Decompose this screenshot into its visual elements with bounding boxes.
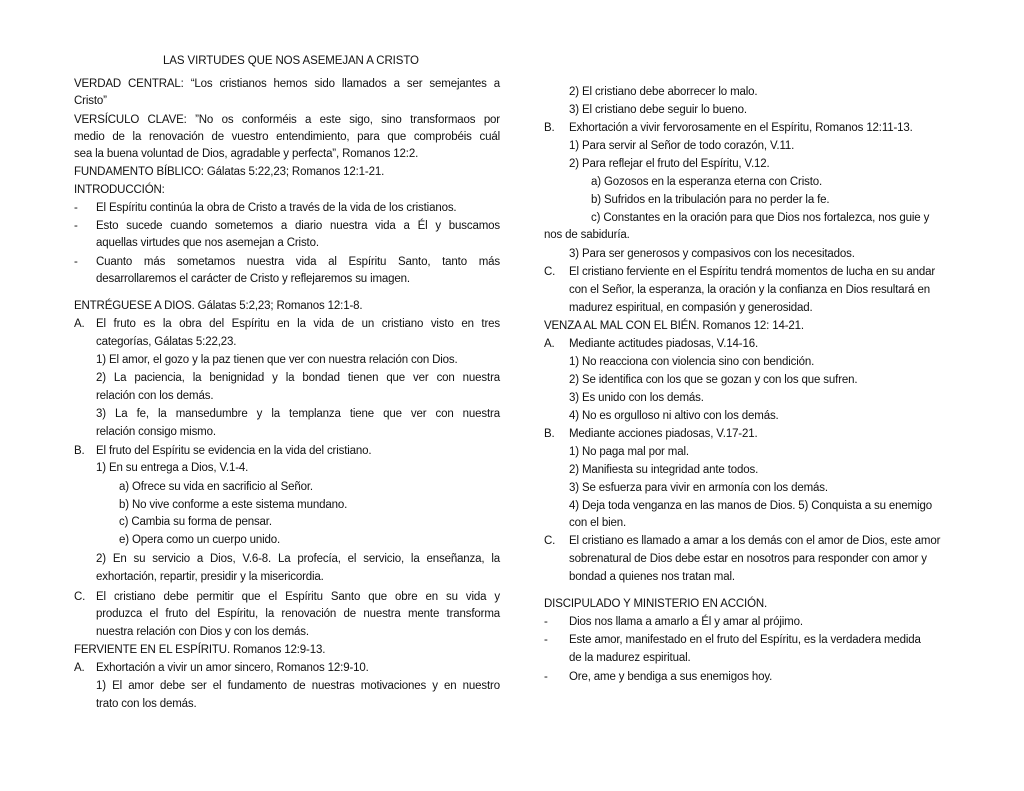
text-line: 2) Para reflejar el fruto del Espíritu, V.12.	[569, 158, 770, 170]
text-line: b) No vive conforme a este sistema mundano.	[119, 499, 348, 511]
text-line: 2) La paciencia, la benignidad y la bondad tienen que ver con nuestra	[96, 372, 500, 384]
text-line: categorías, Gálatas 5:22,23.	[96, 336, 237, 348]
list-marker: B.	[74, 445, 85, 457]
text-line: El cristiano debe permitir que el Espíritu Santo que obre en su vida y	[96, 591, 500, 603]
text-line: Cuanto más sometamos nuestra vida al Espíritu Santo, tanto más	[96, 256, 500, 268]
list-marker: -	[544, 616, 548, 628]
text-line: Mediante actitudes piadosas, V.14-16.	[569, 338, 759, 350]
text-line: Esto sucede cuando sometemos a diario nuestra vida a Él y buscamos	[96, 220, 500, 232]
text-line: Exhortación a vivir un amor sincero, Romanos 12:9-10.	[96, 662, 369, 674]
text-line: desarrollaremos el carácter de Cristo y reflejaremos su imagen.	[96, 273, 410, 285]
text-line: b) Sufridos en la tribulación para no perder la fe.	[591, 194, 830, 206]
text-line: relación con los demás.	[96, 390, 214, 402]
text-line: nos de sabiduría.	[544, 229, 630, 241]
text-line: ENTRÉGUESE A DIOS. Gálatas 5:2,23; Romanos 12:1-8.	[74, 300, 363, 312]
text-line: 3) Es unido con los demás.	[569, 392, 704, 404]
list-marker: -	[74, 202, 78, 214]
text-line: Exhortación a vivir fervorosamente en el Espíritu, Romanos 12:11-13.	[569, 122, 913, 134]
text-line: sea la buena voluntad de Dios, agradable y perfecta”, Romanos 12:2.	[74, 148, 419, 160]
text-line: e) Opera como un cuerpo unido.	[119, 534, 281, 546]
list-marker: -	[544, 671, 548, 683]
text-line: Dios nos llama a amarlo a Él y amar al prójimo.	[569, 616, 803, 628]
text-line: con el Señor, la esperanza, la oración y la confianza en Dios resultará en	[569, 284, 930, 296]
list-marker: A.	[74, 662, 85, 674]
list-marker: C.	[74, 591, 86, 603]
text-line: 3) Para ser generosos y compasivos con los necesitados.	[569, 248, 855, 260]
text-line: aquellas virtudes que nos asemejan a Cristo.	[96, 237, 319, 249]
text-line: El fruto del Espíritu se evidencia en la vida del cristiano.	[96, 445, 372, 457]
text-line: El cristiano ferviente en el Espíritu tendrá momentos de lucha en su andar	[569, 266, 936, 278]
text-line: 2) Manifiesta su integridad ante todos.	[569, 464, 759, 476]
text-line: Este amor, manifestado en el fruto del Espíritu, es la verdadera medida	[569, 634, 921, 646]
text-line: 1) El amor, el gozo y la paz tienen que ver con nuestra relación con Dios.	[96, 354, 458, 366]
list-marker: -	[544, 634, 548, 646]
text-line: FERVIENTE EN EL ESPÍRITU. Romanos 12:9-13.	[74, 644, 326, 656]
text-line: VERSÍCULO CLAVE: ”No os conforméis a este sigo, sino transformaos por	[74, 114, 500, 126]
list-marker: C.	[544, 266, 556, 278]
list-marker: A.	[544, 338, 555, 350]
text-line: a) Gozosos en la esperanza eterna con Cristo.	[591, 176, 823, 188]
text-line: El fruto es la obra del Espíritu en la vida de un cristiano visto en tres	[96, 318, 500, 330]
text-line: El cristiano es llamado a amar a los demás con el amor de Dios, este amor	[569, 535, 941, 547]
text-line: 4) No es orgulloso ni altivo con los demás.	[569, 410, 779, 422]
text-line: 3) La fe, la mansedumbre y la templanza tiene que ver con nuestra	[96, 408, 500, 420]
text-line: 1) El amor debe ser el fundamento de nuestras motivaciones y en nuestro	[96, 680, 500, 692]
text-line: a) Ofrece su vida en sacrificio al Señor.	[119, 481, 313, 493]
text-line: c) Constantes en la oración para que Dios nos fortalezca, nos guie y	[591, 212, 930, 224]
text-line: 2) Se identifica con los que se gozan y con los que sufren.	[569, 374, 858, 386]
text-line: Ore, ame y bendiga a sus enemigos hoy.	[569, 671, 773, 683]
text-line: produzca el fruto del Espíritu, la renovación de nuestra mente transforma	[96, 608, 500, 620]
text-line: VENZA AL MAL CON EL BIÉN. Romanos 12: 14-21.	[544, 320, 804, 332]
list-marker: A.	[74, 318, 85, 330]
text-line: con el bien.	[569, 517, 627, 529]
text-line: 1) No paga mal por mal.	[569, 446, 689, 458]
text-line: relación consigo mismo.	[96, 426, 216, 438]
text-line: 3) Se esfuerza para vivir en armonía con los demás.	[569, 482, 828, 494]
text-line: FUNDAMENTO BÍBLICO: Gálatas 5:22,23; Romanos 12:1-21.	[74, 166, 385, 178]
text-line: madurez espiritual, en compasión y generosidad.	[569, 302, 813, 314]
text-line: VERDAD CENTRAL: “Los cristianos hemos sido llamados a ser semejantes a	[74, 78, 500, 90]
text-line: c) Cambia su forma de pensar.	[119, 516, 272, 528]
text-line: 2) El cristiano debe aborrecer lo malo.	[569, 86, 758, 98]
text-line: 2) En su servicio a Dios, V.6-8. La profecía, el servicio, la enseñanza, la	[96, 553, 500, 565]
text-line: 3) El cristiano debe seguir lo bueno.	[569, 104, 747, 116]
list-marker: B.	[544, 428, 555, 440]
text-line: Mediante acciones piadosas, V.17-21.	[569, 428, 758, 440]
document-title: LAS VIRTUDES QUE NOS ASEMEJAN A CRISTO	[163, 55, 419, 67]
text-line: 1) No reacciona con violencia sino con bendición.	[569, 356, 815, 368]
text-line: INTRODUCCIÓN:	[74, 184, 165, 196]
text-line: DISCIPULADO Y MINISTERIO EN ACCIÓN.	[544, 598, 768, 610]
text-line: trato con los demás.	[96, 698, 197, 710]
text-line: 4) Deja toda venganza en las manos de Dios. 5) Conquista a su enemigo	[569, 500, 932, 512]
text-line: bondad a quienes nos tratan mal.	[569, 571, 735, 583]
text-line: 1) En su entrega a Dios, V.1-4.	[96, 462, 249, 474]
list-marker: -	[74, 220, 78, 232]
text-line: nuestra relación con Dios y con los demás.	[96, 626, 309, 638]
text-line: medio de la renovación de vuestro entendimiento, para que comprobéis cuál	[74, 131, 500, 143]
list-marker: C.	[544, 535, 556, 547]
text-line: de la madurez espiritual.	[569, 652, 691, 664]
list-marker: B.	[544, 122, 555, 134]
list-marker: -	[74, 256, 78, 268]
text-line: Cristo”	[74, 95, 107, 107]
text-line: El Espíritu continúa la obra de Cristo a través de la vida de los cristianos.	[96, 202, 457, 214]
text-line: 1) Para servir al Señor de todo corazón, V.11.	[569, 140, 795, 152]
text-line: sobrenatural de Dios debe estar en nosotros para responder con amor y	[569, 553, 927, 565]
text-line: exhortación, repartir, presidir y la misericordia.	[96, 571, 324, 583]
